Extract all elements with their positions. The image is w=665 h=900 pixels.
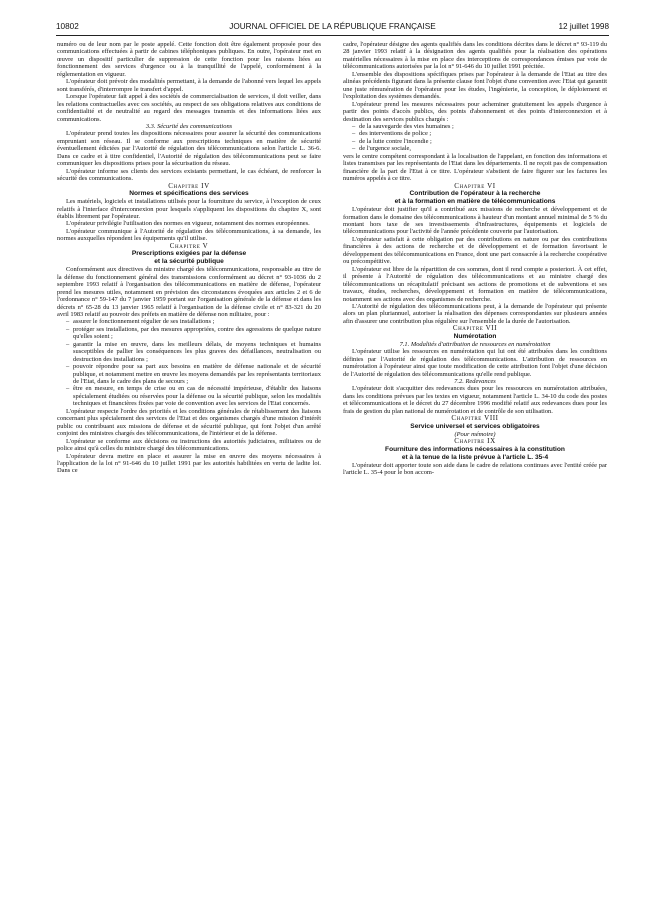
paragraph: L'opérateur prend les mesures nécessaires pour acheminer gratuitement les appels d'urgence à partir des points d'accès publics, des points d'abonnement et des points d'interconnexion et à destination des services publics chargés :: [343, 100, 607, 123]
paragraph: L'opérateur prend toutes les dispositions nécessaires pour assurer la sécurité des communications empruntant son réseau. Il se conforme aux prescriptions techniques en matière de sécurité éventuellement édictées par l'Autorité de régulation des télécommunications selon l'article L. 36-6. Dans ce cadre et à titre confidentiel, l'Autorité de régulation des télécommunications peut se faire communiquer les dispositions prises pour la sécurisation du réseau.: [57, 130, 321, 168]
left-column: [57, 41, 321, 475]
paragraph: L'opérateur privilégie l'utilisation des normes en vigueur, notamment des normes européennes.: [66, 220, 310, 228]
paragraph: L'opérateur respecte l'ordre des priorités et les conditions générales de rétablissement des liaisons concernant plus spécialement des services de l'Etat et des organismes chargés d'une mission d'intérêt public ou contribuant aux missions de défense et de sécurité publique, qui font l'objet d'un arrêté conjoint des ministres chargés des télécommunications, de l'intérieur et de la défense.: [57, 407, 321, 438]
paragraph: L'opérateur est libre de la répartition de ces sommes, dont il rend compte a posteriori. À cet effet, il présente à l'Autorité de régulation des télécommunications et au ministre chargé des télécommunications un récapitulatif précisant ses actions de promotions et de subventions et ses travaux, études, recherches, développement et formation en matière de télécommunications, notamment ses actions avec des organismes de recherche.: [343, 265, 607, 303]
list-item: – de la lutte contre l'incendie ;: [352, 138, 607, 145]
chapter-title-line: Prescriptions exigées par la défense: [131, 250, 247, 258]
chapter-title: [57, 250, 321, 266]
paragraph: L'opérateur doit apporter toute son aide dans le cadre de relations continues avec l'entité créée par l'article L. 35-4 pour le bon accom-: [343, 461, 607, 477]
paragraph: Lorsque l'opérateur fait appel à des sociétés de commercialisation de services, il doit veiller, dans les relations contractuelles avec ces sociétés, au respect de ses obligations relatives aux conditions de confidentialité et de neutralité au regard des messages transmis et des informations liées aux communications.: [57, 93, 321, 123]
chapter-label: Chapitre VI: [454, 181, 496, 190]
paragraph: L'opérateur utilise les ressources en numérotation qui lui ont été attribuées dans les conditions définies par l'Autorité de régulation des télécommunications. L'attribution de ressources en numérotation à l'opérateur ainsi que toute modification de cette attribution font l'objet d'une décision de l'Autorité de régulation des télécommunications qu'elle rend publique.: [343, 348, 607, 378]
chapter-label: Chapitre IX: [454, 437, 496, 446]
paragraph: numéro ou de leur nom par le poste appelé. Cette fonction doit être également proposée pour des communications effectuées à partir de cabines téléphoniques publiques. En outre, l'opérateur met en œuvre un dispositif particulier de suppression de cette fonction pour les raisons liées au fonctionnement des services d'urgence ou à la tranquillité de l'appelé, conformément à la réglementation en vigueur.: [57, 41, 321, 78]
header-rule: [56, 35, 609, 36]
list-item: – de l'urgence sociale,: [352, 145, 607, 152]
page-header: [56, 22, 609, 34]
paragraph: Les matériels, logiciels et installations utilisés pour la fourniture du service, à l'exception de ceux relatifs à l'interface d'interconnexion pour lesquels s'appliquent les dispositions du chapitre X, sont établis librement par l'opérateur.: [57, 198, 321, 220]
paragraph: L'opérateur doit s'acquitter des redevances dues pour les ressources en numérotation attribuées, dans les conditions prévues par les textes en vigueur, notamment l'article L. 34-10 du code des postes et télécommunications et le décret du 27 décembre 1996 modifié relatif aux redevances dues pour les frais de gestion du plan national de numérotation et de contrôle de son utilisation.: [343, 385, 607, 415]
paragraph: L'opérateur devra mettre en place et assurer la mise en œuvre des moyens nécessaires à l'application de la loi n° 91-646 du 10 juillet 1991 par les autorités habilitées en vertu de ladite loi. Dans ce: [57, 452, 321, 475]
paragraph: L'opérateur informe ses clients des services existants permettant, le cas échéant, de renforcer la sécurité des communications.: [57, 167, 321, 183]
list: [343, 123, 607, 153]
chapter-label: Chapitre IV: [168, 181, 210, 190]
list-item: – protéger ses installations, par des mesures appropriées, contre des agressions de quelque nature qu'elles soient ;: [66, 326, 321, 341]
paragraph: L'opérateur doit prévoir des modalités permettant, à la demande de l'abonné vers lequel les appels sont transférés, d'interrompre le transfert d'appel.: [57, 78, 321, 93]
paragraph: vers le centre compétent correspondant à la localisation de l'appelant, en fonction des informations et listes transmises par les représentants de l'Etat dans les départements. Il ne reçoit pas de compensation financière de la part de l'Etat à ce titre. L'opérateur s'abstient de faire figurer sur les factures les numéros appelés à ce titre.: [343, 152, 607, 183]
list-item: – de la sauvegarde des vies humaines ;: [352, 123, 607, 130]
chapter-title: Numérotation: [453, 332, 497, 340]
chapter-label: Chapitre VII: [452, 324, 498, 333]
list-item: – garantir la mise en œuvre, dans les meilleurs délais, de moyens techniques et humains susceptibles de pallier les conséquences les plus graves des défaillances, neutralisation ou destruction des installations ;: [66, 341, 321, 363]
paragraph: L'opérateur doit justifier qu'il a contribué aux missions de recherche et développement et de formation dans le domaine des télécommunications à hauteur d'un montant annuel minimal de 5 % du montant hors taxe de ses investissements d'infrastructures, équipements et logiciels de télécommunications pour l'activité de l'année précédente couverte par l'autorisation.: [343, 206, 607, 236]
right-column: [343, 41, 607, 477]
chapter-title-line: et à la tenue de la liste prévue à l'article L. 35-4: [401, 453, 549, 461]
chapter-title-line: et la sécurité publique: [154, 258, 224, 266]
chapter-title: Service universel et services obligatoires: [410, 422, 540, 430]
chapter-title: [343, 190, 607, 206]
paragraph: cadre, l'opérateur désigne des agents qualifiés dans les conditions décrites dans le décret n° 93-119 du 28 janvier 1993 relatif à la désignation des agents qualifiés pour la réalisation des opérations matérielles nécessaires à la mise en place des interceptions de correspondances émises par voie de télécommunications autorisées par la loi n° 91-646 du 10 juillet 1991 précitée.: [343, 41, 607, 71]
section-heading: 3.3. Sécurité des communications: [145, 122, 233, 130]
list-item: – pouvoir répondre pour sa part aux besoins en matière de défense nationale et de sécurité publique, et notamment mettre en œuvre les moyens demandés par les représentants territoriaux de l'Etat, dans le cadre des plans de secours ;: [66, 363, 321, 385]
journal-title: JOURNAL OFFICIEL DE LA RÉPUBLIQUE FRANÇAISE: [229, 22, 436, 31]
paragraph: L'opérateur se conforme aux décisions ou instructions des autorités judiciaires, militaires ou de police ainsi qu'à celles du ministre chargé des télécommunications.: [57, 437, 321, 453]
chapter-title: [343, 446, 607, 462]
chapter-title-line: Contribution de l'opérateur à la recherche: [409, 190, 541, 198]
paragraph: L'Autorité de régulation des télécommunications peut, à la demande de l'opérateur qui présente alors un plan pluriannuel, autoriser la réalisation des dépenses correspondantes sur plusieurs années afin d'assurer une contribution plus régulière sur l'ensemble de la durée de l'autorisation.: [343, 302, 607, 325]
paragraph: L'opérateur communique à l'Autorité de régulation des télécommunications, à sa demande, les normes auxquelles répondent les équipements qu'il utilise.: [57, 227, 321, 243]
section-heading: 7.2. Redevances: [454, 378, 496, 386]
paragraph: L'ensemble des dispositions spécifiques prises par l'opérateur à la demande de l'Etat au titre des alinéas précédents figurant dans la présente clause font l'objet d'une convention avec l'Etat qui garantit une juste rémunération de l'opérateur pour les études, l'ingénierie, la conception, le déploiement et l'exploitation des systèmes demandés.: [343, 70, 607, 101]
list-item: – être en mesure, en temps de crise ou en cas de nécessité impérieuse, d'établir des liaisons spécialement étudiées ou réservées pour la défense ou la sécurité publique, selon les modalités techniques et financières fixées par voie de convention avec les services de l'Etat concernés.: [66, 385, 321, 407]
issue-date: 12 juillet 1998: [558, 22, 609, 31]
list: [57, 318, 321, 407]
chapter-title-line: et à la formation en matière de télécommunications: [394, 198, 556, 206]
list-item: – assurer le fonctionnement régulier de ses installations ;: [66, 318, 321, 325]
chapter-title-line: Fourniture des informations nécessaires à la constitution: [385, 445, 565, 453]
paragraph: L'opérateur satisfait à cette obligation par des contributions en nature ou par des contributions financières à des actions de recherche et de développement et de formation favorisant le développement des télécommunications en France, dont une part consacrée à la recherche coopérative ou précompétitive.: [343, 235, 607, 266]
chapter-label: Chapitre V: [169, 241, 209, 250]
paragraph: Conformément aux directives du ministre chargé des télécommunications, responsable au titre de la défense du fonctionnement général des transmissions conformément au décret n° 93-1036 du 2 septembre 1993 relatif à l'organisation des télécommunications en matière de défense, l'opérateur prend les mesures utiles, notamment en prévision des circonstances évoquées aux articles 2 et 6 de l'ordonnance n° 59-147 du 7 janvier 1959 portant sur l'organisation générale de la défense et dans les décrets n° 65-28 du 13 janvier 1965 relatif à l'organisation de la défense civile et n° 83-321 du 20 avril 1983 relatif au pouvoir des préfets en matière de défense non militaire, pour :: [57, 266, 321, 318]
chapter-note: (Pour mémoire): [454, 430, 496, 438]
section-heading: 7.1. Modalités d'attribution de ressources en numérotation: [399, 340, 551, 348]
list-item: – des interventions de police ;: [352, 130, 607, 137]
page-number: 10802: [56, 22, 79, 31]
chapter-label: Chapitre VIII: [451, 414, 499, 423]
chapter-title: Normes et spécifications des services: [129, 190, 249, 198]
